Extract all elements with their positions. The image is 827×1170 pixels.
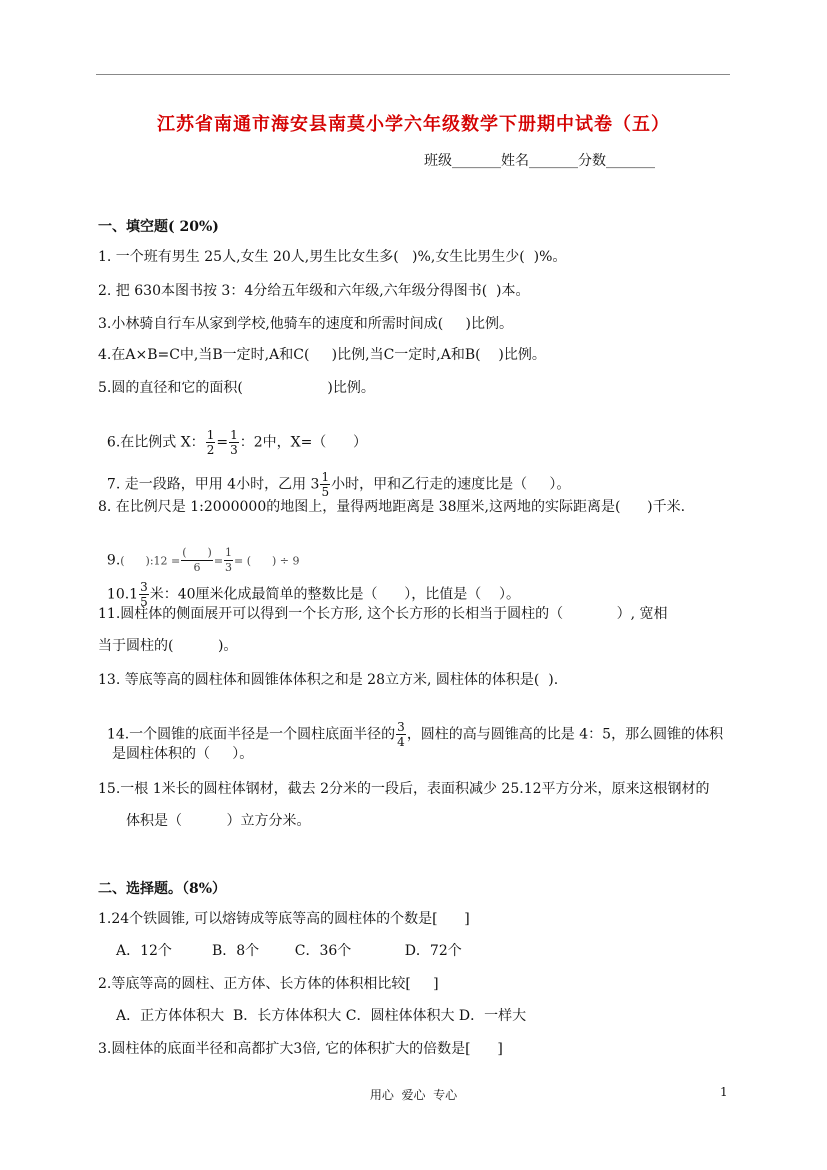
q9-fraction-1: $\frac{( )}{6}$ bbox=[182, 546, 212, 574]
question-7 bbox=[98, 452, 570, 499]
q6-equals: = bbox=[216, 434, 229, 451]
question-5: 5.圆的直径和它的面积( )比例。 bbox=[98, 380, 375, 396]
question-14-line-1 bbox=[98, 702, 723, 749]
header-rule bbox=[96, 74, 730, 75]
section-choice-heading: 二、选择题。（8%） bbox=[98, 881, 227, 897]
choice-question-1-options: A．12个 B．8个 C．36个 D．72个 bbox=[116, 943, 462, 959]
section-fill-blank-heading: 一、填空题( 20%) bbox=[98, 219, 219, 235]
question-1: 1. 一个班有男生 25人,女生 20人,男生比女生多( )%,女生比男生少( )%。 bbox=[98, 249, 567, 265]
q6-text-post: ：2中，X=（ ） bbox=[239, 434, 368, 451]
question-10 bbox=[98, 562, 520, 609]
question-15-line-1: 15.一根 1米长的圆柱体钢材，截去 2分米的一段后，表面积减少 25.12平方分米，原来这根钢材的 bbox=[98, 781, 710, 797]
q10-text-pre: 10.1 bbox=[106, 586, 139, 603]
choice-question-3: 3.圆柱体的底面半径和高都扩大3倍, 它的体积扩大的倍数是[ ] bbox=[98, 1041, 503, 1057]
q14-text-pre: 14.一个圆锥的底面半径是一个圆柱底面半径的 bbox=[106, 726, 396, 743]
q14-fraction: $\frac{3}{4}$ bbox=[397, 720, 405, 749]
q7-text-post: 小时，甲和乙行走的速度比是（ ）。 bbox=[331, 476, 571, 493]
q6-fraction-1: $\frac{1}{2}$ bbox=[206, 428, 215, 457]
q9-part-c: = ( ) ÷ 9 bbox=[234, 554, 300, 568]
question-8: 8. 在比例尺是 1:2000000的地图上，量得两地距离是 38厘米,这两地的实际距离是( )千米. bbox=[98, 499, 686, 515]
question-15-line-2: 体积是（ ）立方分米。 bbox=[126, 813, 311, 829]
choice-question-1: 1.24个铁圆锥, 可以熔铸成等底等高的圆柱体的个数是[ ] bbox=[98, 911, 470, 927]
q6-text-pre: 6.在比例式 X： bbox=[106, 434, 205, 451]
page-title: 江苏省南通市海安县南莫小学六年级数学下册期中试卷（五） bbox=[157, 114, 670, 135]
choice-question-2: 2.等底等高的圆柱、正方体、长方体的体积相比较[ ] bbox=[98, 976, 439, 992]
q9-part-a: ( ):12 = bbox=[120, 554, 181, 568]
q14-text-post: ，圆柱的高与圆锥高的比是 4：5，那么圆锥的体积 bbox=[406, 726, 724, 743]
question-11-line-2: 当于圆柱的( )。 bbox=[98, 638, 238, 654]
question-13: 13. 等底等高的圆柱体和圆锥体体积之和是 28立方米, 圆柱体的体积是( ). bbox=[98, 672, 559, 688]
question-14-line-2: 是圆柱体积的（ ）。 bbox=[112, 746, 254, 762]
q9-fraction-2: $\frac{1}{3}$ bbox=[225, 546, 233, 574]
question-3: 3.小林骑自行车从家到学校,他骑车的速度和所需时间成( )比例。 bbox=[98, 316, 513, 332]
question-4: 4.在A×B=C中,当B一定时,A和C( )比例,当C一定时,A和B( )比例。 bbox=[98, 347, 546, 363]
q7-fraction: $\frac{1}{5}$ bbox=[321, 470, 330, 499]
q6-fraction-2: $\frac{1}{3}$ bbox=[230, 428, 238, 457]
student-info-line: 班级_______姓名_______分数_______ bbox=[424, 153, 655, 169]
q9-number: 9. bbox=[106, 552, 121, 569]
page-number: 1 bbox=[720, 1085, 728, 1099]
q7-text-pre: 7. 走一段路，甲用 4小时，乙用 3 bbox=[106, 476, 320, 493]
q10-text-post: 米：40厘米化成最简单的整数比是（ ），比值是（ ）。 bbox=[149, 586, 521, 603]
q10-fraction: $\frac{3}{5}$ bbox=[140, 580, 148, 609]
question-11-line-1: 11.圆柱体的侧面展开可以得到一个长方形, 这个长方形的长相当于圆柱的（ ）, 宽相 bbox=[98, 606, 668, 622]
q9-equals: = bbox=[213, 554, 224, 568]
question-2: 2. 把 630本图书按 3：4分给五年级和六年级,六年级分得图书( )本。 bbox=[98, 283, 530, 299]
choice-question-2-options: A．正方体体积大 B．长方体体积大 C．圆柱体体积大 D．一样大 bbox=[116, 1008, 527, 1024]
question-6 bbox=[98, 410, 367, 457]
page-footer: 用心 爱心 专心 bbox=[369, 1088, 458, 1102]
